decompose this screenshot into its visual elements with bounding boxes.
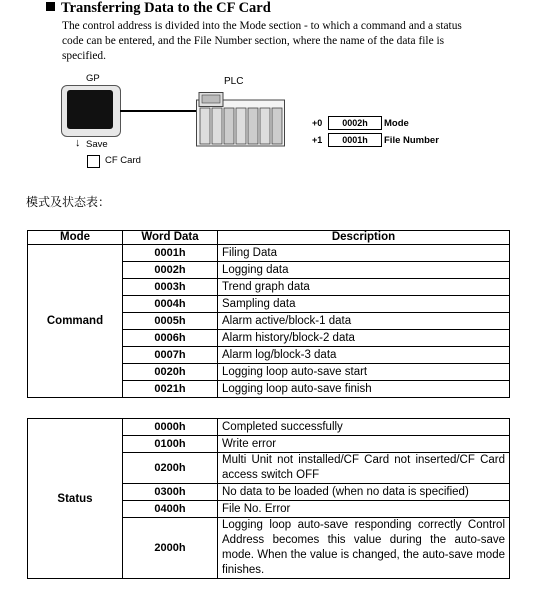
description-cell: File No. Error: [218, 501, 510, 518]
description-cell: Completed successfully: [218, 419, 510, 436]
word-data-cell: 0300h: [123, 484, 218, 501]
intro-paragraph: The control address is divided into the Mode section - to which a command and a status code can be entered, and the File Number section, where the name of the data file is specified.: [62, 20, 462, 62]
register-offset-1: +1: [312, 135, 323, 145]
cf-card-label: CF Card: [105, 155, 141, 166]
mode-command: Command: [28, 245, 123, 398]
description-cell: Alarm active/block-1 data: [218, 313, 510, 330]
plc-label: PLC: [224, 76, 244, 87]
word-data-cell: 0006h: [123, 330, 218, 347]
table-row: [28, 245, 510, 262]
save-arrow-icon: ↓: [75, 137, 81, 149]
description-cell: Sampling data: [218, 296, 510, 313]
heading-text: Transferring Data to the CF Card: [61, 0, 271, 16]
plc-rack-icon: [196, 92, 288, 148]
word-data-cell: 0021h: [123, 381, 218, 398]
header-word-data: Word Data: [123, 231, 218, 245]
word-data-cell: 0001h: [123, 245, 218, 262]
header-mode: Mode: [28, 231, 123, 245]
description-cell: No data to be loaded (when no data is specified): [218, 484, 510, 501]
register-offset-0: +0: [312, 118, 323, 128]
description-cell: Logging loop auto-save responding correctly Control Address becomes this value during the auto-save mode. When the value is changed, the auto-save mode finishes.: [218, 518, 510, 579]
command-table: [27, 230, 510, 398]
word-data-cell: 0005h: [123, 313, 218, 330]
transfer-diagram: [0, 70, 544, 180]
word-data-cell: 0007h: [123, 347, 218, 364]
word-data-cell: 2000h: [123, 518, 218, 579]
gp-display-icon: [61, 85, 121, 137]
gp-label: GP: [86, 73, 100, 84]
description-cell: Multi Unit not installed/CF Card not inserted/CF Card access switch OFF: [218, 453, 510, 484]
description-cell: Logging data: [218, 262, 510, 279]
register-name-1: File Number: [384, 135, 439, 146]
word-data-cell: 0002h: [123, 262, 218, 279]
table-row: [28, 419, 510, 436]
register-name-0: Mode: [384, 118, 409, 129]
connection-line: [120, 110, 196, 112]
word-data-cell: 0100h: [123, 436, 218, 453]
bullet-square-icon: [46, 2, 55, 11]
word-data-cell: 0400h: [123, 501, 218, 518]
word-data-cell: 0200h: [123, 453, 218, 484]
description-cell: Alarm history/block-2 data: [218, 330, 510, 347]
description-cell: Filing Data: [218, 245, 510, 262]
table-header-row: [28, 231, 510, 245]
status-table: [27, 418, 510, 579]
word-data-cell: 0020h: [123, 364, 218, 381]
mode-status: Status: [28, 419, 123, 579]
header-description: Description: [218, 231, 510, 245]
description-cell: Alarm log/block-3 data: [218, 347, 510, 364]
register-value-0: 0002h: [328, 116, 382, 130]
description-cell: Trend graph data: [218, 279, 510, 296]
cf-card-icon: [87, 155, 100, 168]
section-heading: [46, 0, 271, 17]
save-label: Save: [86, 139, 108, 150]
word-data-cell: 0003h: [123, 279, 218, 296]
section-title-cn: 模式及状态表：: [26, 195, 111, 209]
description-cell: Write error: [218, 436, 510, 453]
word-data-cell: 0004h: [123, 296, 218, 313]
description-cell: Logging loop auto-save finish: [218, 381, 510, 398]
description-cell: Logging loop auto-save start: [218, 364, 510, 381]
register-value-1: 0001h: [328, 133, 382, 147]
word-data-cell: 0000h: [123, 419, 218, 436]
